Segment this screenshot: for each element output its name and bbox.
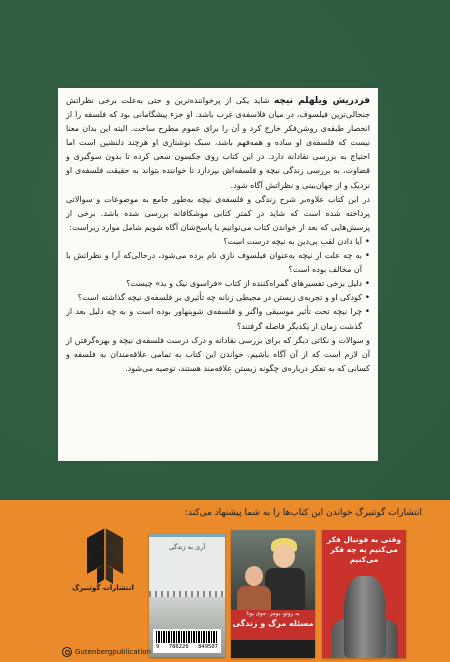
question-item: • کودکی او و تجربه‌ی زیستن در محیطی زنانه چه تأثیری بر فلسفه‌ی نیچه گذاشته است؟ bbox=[66, 291, 370, 305]
barcode-bars bbox=[156, 631, 218, 643]
cover-photo-figure bbox=[245, 566, 263, 586]
question-item: • آیا دادن لقب بی‌دین به نیچه درست است؟ bbox=[66, 235, 370, 249]
cover-photo-figure bbox=[265, 568, 305, 610]
title-bar bbox=[231, 610, 315, 640]
barcode-digit-group: 9 bbox=[156, 644, 160, 650]
cover-photo-figure bbox=[273, 544, 295, 568]
author-name: فردریش ویلهلم نیچه bbox=[273, 96, 371, 106]
book-authors: یه روتو، بومر. جوی بوتا bbox=[246, 611, 300, 617]
book-title: آری به زندگی bbox=[168, 543, 206, 551]
instagram-link[interactable] bbox=[62, 646, 151, 658]
question-list bbox=[66, 235, 370, 334]
barcode-digit-group: 849507 bbox=[198, 644, 218, 650]
second-paragraph: در این کتاب علاوه‌بر شرح زندگی و فلسفه‌ی نیچه به‌طور جامع به موضوعات و سوالاتی پرداخته شده است که شاید در کمتر کتابی موشکافانه بررسی شده باشد. برخی از پرسش‌هایی که بعد از خواندن کتاب می‌توانیم با پاسخ‌شان آگاه شویم شامل موارد زیراست: bbox=[66, 194, 370, 232]
question-item: • دلیل برخی تفسیرهای گمراه‌کننده از کتاب «فراسوی نیک و بد» چیست؟ bbox=[66, 277, 370, 291]
instagram-handle: Gutenbergpublication bbox=[75, 648, 152, 656]
question-item: • به چه علت از نیچه به‌عنوان فیلسوف نازی نام برده می‌شود، درحالی‌که آرا و نظراتش با آن مخالف بوده است؟ bbox=[66, 249, 370, 277]
gutenberg-logo-icon bbox=[77, 526, 133, 586]
description-panel bbox=[58, 88, 378, 461]
book-title: مسئله مرگ و زندگی bbox=[232, 619, 314, 628]
barcode-number bbox=[156, 643, 218, 651]
closing-paragraph: و سوالات و نکاتی دیگر که برای بررسی نقادانه و درک درست فلسفه‌ی نیچه و بهره‌گرفتن از آن لازم است که از آن آگاه باشیم. خواندن این کتاب به تمامی علاقه‌مندان به فلسفه و کسانی که به تفکر درباره‌ی چگونه زیستن علاقه‌مند هستند، توصیه می‌شود. bbox=[66, 335, 370, 373]
book-title: وقتی به فوتبال فکر می‌کنیم به چه فکر می‌کنیم bbox=[326, 535, 402, 564]
cover-photo-figure bbox=[237, 586, 271, 610]
book-cover-football-thinking[interactable] bbox=[322, 530, 406, 658]
intro-text: شاید یکی از پرخواننده‌ترین و حتی به‌علت برخی نظراتش جنجالی‌ترین فیلسوف، در میان فلاسفه‌ی غرب باشد. او جزء پیشگامانی بود که فلسفه را از انحصار طبقه‌ی روشن‌فکر خارج کرد و آن را برای عموم مطرح ساخت. البته این بدان معنا نیست که فلسفه‌ی او ساده و همه‌فهم باشد، سبک نوشتاری او هرچند دلنشین است اما احتیاج به بررسی نقادانه دارد. در این کتاب روی جکسون سعی کرده تا بدون سوگیری و قضاوت، به بررسی زندگی نیچه و فلسفه‌اش بپردازد تا خواننده بتواند به حقیقت فلسفه‌ی او نزدیک و از جهان‌بینی و نظراتش آگاه شود. bbox=[66, 96, 370, 190]
barcode-digit-group: 786226 bbox=[168, 644, 189, 650]
cover-bottom-strip bbox=[231, 640, 315, 658]
book-cover-yes-to-life[interactable] bbox=[149, 533, 225, 657]
book-cover-death-and-life[interactable] bbox=[231, 530, 315, 658]
question-item: • چرا نیچه تحت تأثیر موسیقی واگنر و فلسفه‌ی شوپنهاور بوده است و به چه دلیل بعد از گذشت زمان از یکدیگر فاصله گرفتند؟ bbox=[66, 305, 370, 333]
instagram-icon bbox=[62, 647, 72, 657]
recommendation-heading: انتشارات گوتنبرگ خواندن این کتاب‌ها را به شما پیشنهاد می‌کند: bbox=[184, 508, 422, 518]
barcode bbox=[153, 629, 221, 653]
publisher-name: انتشارات گوتنبرگ bbox=[72, 584, 134, 592]
intro-paragraph bbox=[66, 94, 370, 193]
cover-top-strip bbox=[149, 533, 225, 537]
statue-illustration bbox=[344, 576, 386, 658]
